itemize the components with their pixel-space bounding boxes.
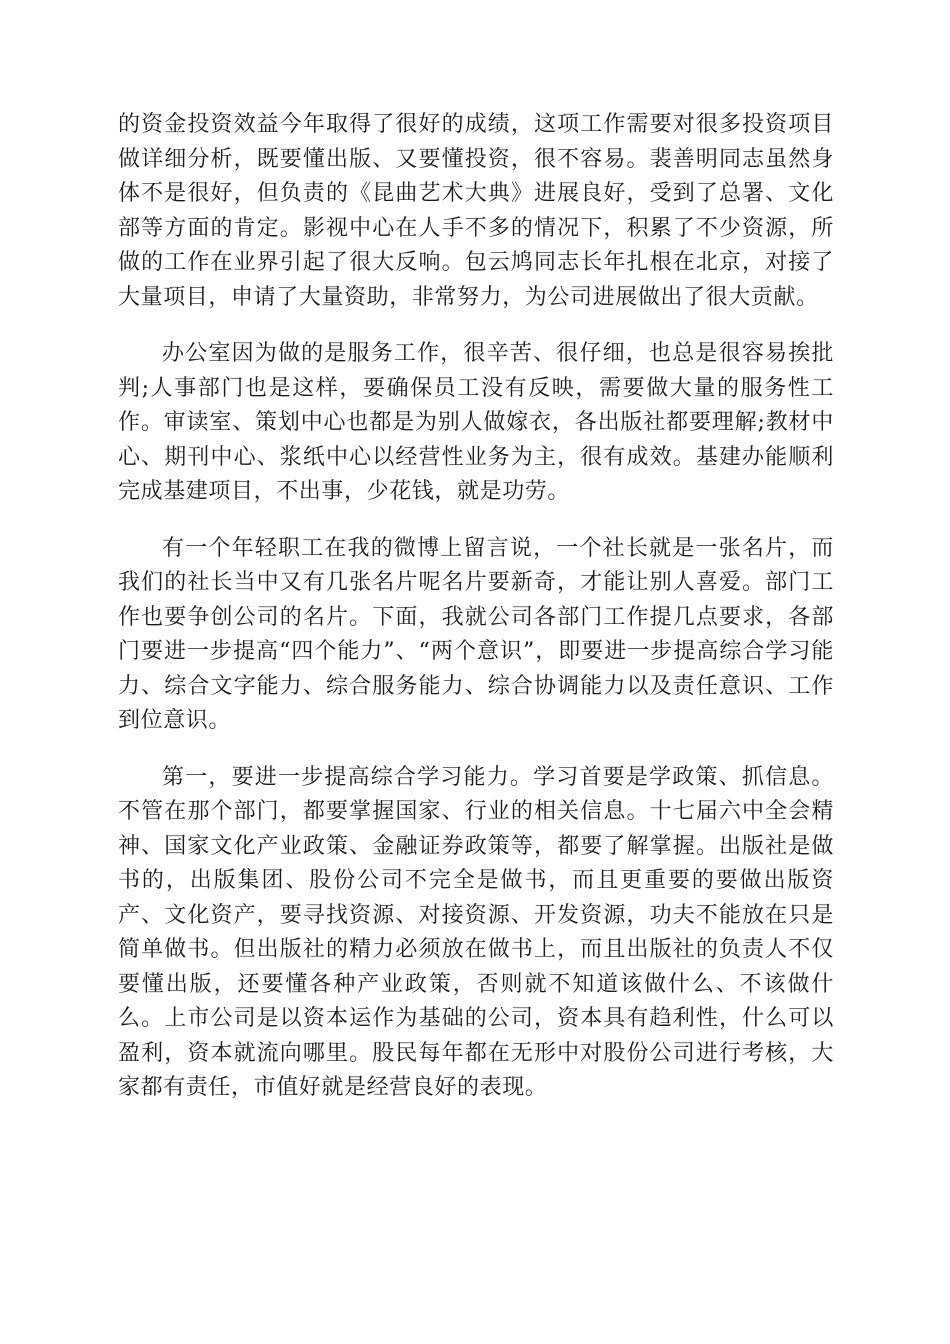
paragraph-continuation: 的资金投资效益今年取得了很好的成绩，这项工作需要对很多投资项目做详细分析，既要懂出版、又要懂投资，很不容易。裴善明同志虽然身体不是很好，但负责的《昆曲艺术大典》进展良好，受到了总署、文化部等方面的肯定。影视中心在人手不多的情况下，积累了不少资源，所做的工作在业界引起了很大反响。包云鸠同志长年扎根在北京，对接了大量项目，申请了大量资助，非常努力，为公司进展做出了很大贡献。 <box>118 112 834 310</box>
paragraph-learning-ability: 第一，要进一步提高综合学习能力。学习首要是学政策、抓信息。不管在那个部门，都要掌握国家、行业的相关信息。十七届六中全会精神、国家文化产业政策、金融证券政策等，都要了解掌握。出版社是做书的，出版集团、股份公司不完全是做书，而且更重要的要做出版资产、文化资产，要寻找资源、对接资源、开发资源，功夫不能放在只是简单做书。但出版社的精力必须放在做书上，而且出版社的负责人不仅要懂出版，还要懂各种产业政策，否则就不知道该做什么、不该做什么。上市公司是以资本运作为基础的公司，资本具有趋利性，什么可以盈利，资本就流向哪里。股民每年都在无形中对股份公司进行考核，大家都有责任，市值好就是经营良好的表现。 <box>118 764 834 1100</box>
paragraph-office-services: 办公室因为做的是服务工作，很辛苦、很仔细，也总是很容易挨批判;人事部门也是这样，要确保员工没有反映，需要做大量的服务性工作。审读室、策划中心也都是为别人做嫁衣，各出版社都要理解;教材中心、期刊中心、浆纸中心以经营性业务为主，很有成效。基建办能顺利完成基建项目，不出事，少花钱，就是功劳。 <box>118 341 834 504</box>
document-page <box>118 108 834 1128</box>
paragraph-name-card: 有一个年轻职工在我的微博上留言说，一个社长就是一张名片，而我们的社长当中又有几张名片呢名片要新奇，才能让别人喜爱。部门工作也要争创公司的名片。下面，我就公司各部门工作提几点要求，各部门要进一步提高“四个能力”、“两个意识”，即要进一步提高综合学习能力、综合文字能力、综合服务能力、综合协调能力以及责任意识、工作到位意识。 <box>118 535 834 733</box>
